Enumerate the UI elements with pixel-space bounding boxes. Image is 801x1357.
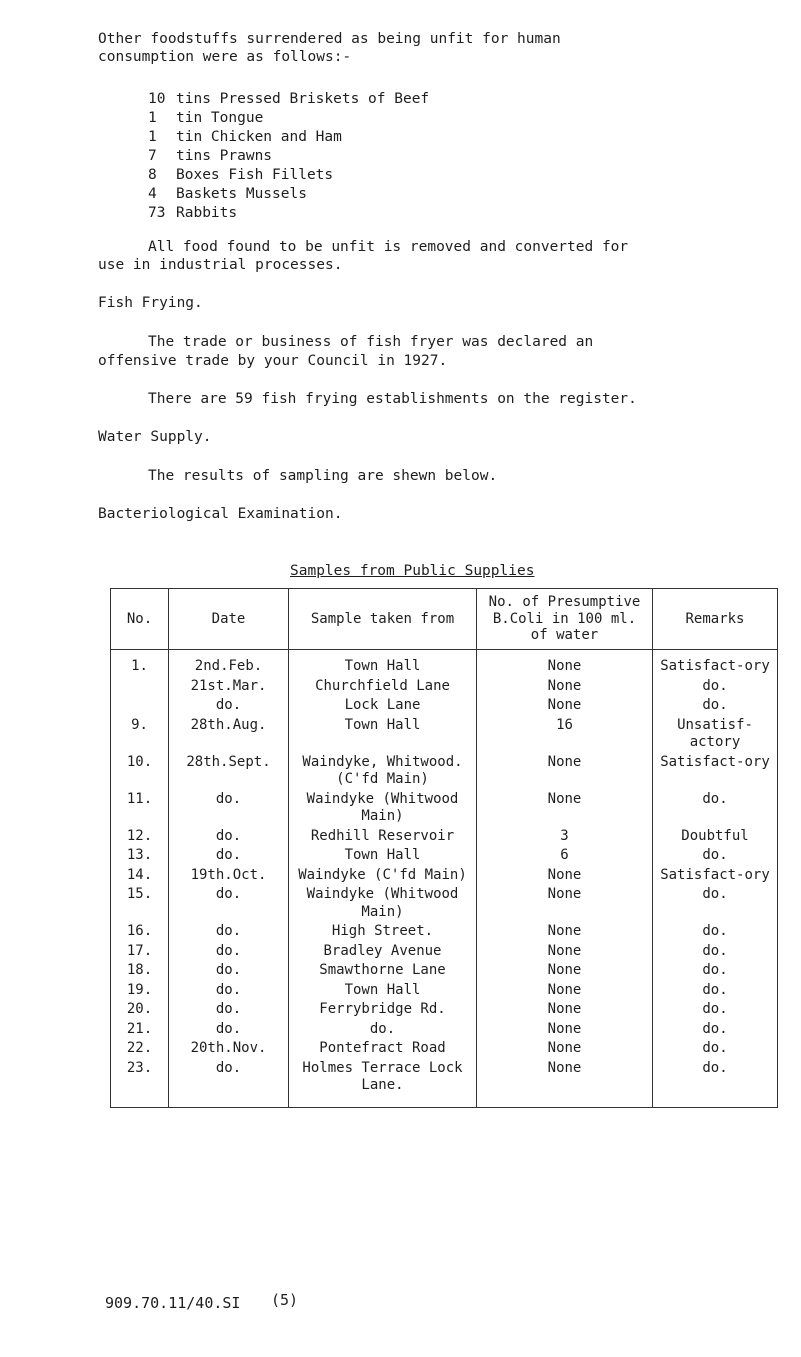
cell-remarks: do. bbox=[653, 886, 778, 923]
cell-remarks: Satisfact-ory bbox=[653, 867, 778, 887]
table-row bbox=[111, 962, 778, 982]
cell-remarks: do. bbox=[653, 943, 778, 963]
cell-remarks: do. bbox=[653, 982, 778, 1002]
cell-remarks: do. bbox=[653, 1060, 778, 1108]
item-qty: 7 bbox=[148, 148, 157, 164]
cell-source: Smawthorne Lane bbox=[289, 962, 477, 982]
table-row bbox=[111, 982, 778, 1002]
cell-date: do. bbox=[169, 923, 289, 943]
list-item bbox=[148, 147, 429, 166]
cell-no: 21. bbox=[111, 1021, 169, 1041]
cell-coli: None bbox=[477, 867, 653, 887]
cell-source: Town Hall bbox=[289, 650, 477, 678]
table-row bbox=[111, 678, 778, 698]
item-qty: 10 bbox=[148, 91, 166, 107]
cell-no: 23. bbox=[111, 1060, 169, 1108]
cell-source: Ferrybridge Rd. bbox=[289, 1001, 477, 1021]
cell-date: 21st.Mar. bbox=[169, 678, 289, 698]
samples-table bbox=[110, 588, 778, 1108]
cell-coli: None bbox=[477, 754, 653, 791]
cell-coli: None bbox=[477, 697, 653, 717]
cell-date: 2nd.Feb. bbox=[169, 650, 289, 678]
page-number: (5) bbox=[271, 1291, 299, 1309]
table-row bbox=[111, 717, 778, 754]
cell-date: do. bbox=[169, 1060, 289, 1108]
cell-no: 10. bbox=[111, 754, 169, 791]
cell-date: do. bbox=[169, 1001, 289, 1021]
foodstuffs-list bbox=[148, 90, 429, 223]
cell-no: 9. bbox=[111, 717, 169, 754]
item-text: tin Chicken and Ham bbox=[176, 129, 342, 145]
header-remarks: Remarks bbox=[653, 589, 778, 650]
cell-coli: None bbox=[477, 650, 653, 678]
cell-no: 22. bbox=[111, 1040, 169, 1060]
footer-reference: 909.70.11/40.SI bbox=[105, 1294, 241, 1312]
cell-coli: None bbox=[477, 982, 653, 1002]
cell-remarks: Satisfact-ory bbox=[653, 754, 778, 791]
cell-no: 18. bbox=[111, 962, 169, 982]
item-qty: 1 bbox=[148, 110, 157, 126]
cell-source: Pontefract Road bbox=[289, 1040, 477, 1060]
cell-remarks: Unsatisf-actory bbox=[653, 717, 778, 754]
cell-remarks: do. bbox=[653, 678, 778, 698]
cell-no: 16. bbox=[111, 923, 169, 943]
intro-line-2: consumption were as follows:- bbox=[98, 49, 352, 66]
intro-paragraph bbox=[98, 30, 758, 66]
cell-coli: None bbox=[477, 1021, 653, 1041]
table-row bbox=[111, 1001, 778, 1021]
cell-remarks: do. bbox=[653, 791, 778, 828]
cell-date: 20th.Nov. bbox=[169, 1040, 289, 1060]
list-item bbox=[148, 185, 429, 204]
table-row bbox=[111, 923, 778, 943]
item-text: Boxes Fish Fillets bbox=[176, 167, 334, 183]
cell-no: 19. bbox=[111, 982, 169, 1002]
cell-no: 15. bbox=[111, 886, 169, 923]
list-item bbox=[148, 166, 429, 185]
item-text: tins Pressed Briskets of Beef bbox=[176, 91, 430, 107]
cell-source: Churchfield Lane bbox=[289, 678, 477, 698]
cell-no bbox=[111, 697, 169, 717]
table-row bbox=[111, 754, 778, 791]
cell-no: 20. bbox=[111, 1001, 169, 1021]
cell-no: 11. bbox=[111, 791, 169, 828]
cell-coli: None bbox=[477, 923, 653, 943]
item-text: tin Tongue bbox=[176, 110, 264, 126]
cell-source: Waindyke (C'fd Main) bbox=[289, 867, 477, 887]
cell-source: Town Hall bbox=[289, 847, 477, 867]
item-qty: 8 bbox=[148, 167, 157, 183]
item-qty: 73 bbox=[148, 205, 166, 221]
list-item bbox=[148, 109, 429, 128]
cell-date: 28th.Aug. bbox=[169, 717, 289, 754]
table-row bbox=[111, 886, 778, 923]
water-results-line: The results of sampling are shewn below. bbox=[148, 468, 498, 484]
cell-date: do. bbox=[169, 982, 289, 1002]
table-header-row bbox=[111, 589, 778, 650]
cell-coli: None bbox=[477, 886, 653, 923]
header-date: Date bbox=[169, 589, 289, 650]
cell-source: Waindyke, Whitwood. (C'fd Main) bbox=[289, 754, 477, 791]
cell-remarks: do. bbox=[653, 847, 778, 867]
cell-date: do. bbox=[169, 828, 289, 848]
cell-no: 13. bbox=[111, 847, 169, 867]
item-text: tins Prawns bbox=[176, 148, 273, 164]
bacteriological-heading: Bacteriological Examination. bbox=[98, 506, 343, 522]
fish-frying-heading: Fish Frying. bbox=[98, 295, 203, 311]
cell-remarks: do. bbox=[653, 697, 778, 717]
list-item bbox=[148, 90, 429, 109]
cell-source: High Street. bbox=[289, 923, 477, 943]
cell-coli: None bbox=[477, 1001, 653, 1021]
table-row bbox=[111, 697, 778, 717]
cell-coli: None bbox=[477, 1060, 653, 1108]
cell-source: do. bbox=[289, 1021, 477, 1041]
cell-date: do. bbox=[169, 962, 289, 982]
cell-remarks: do. bbox=[653, 962, 778, 982]
cell-no: 1. bbox=[111, 650, 169, 678]
table-row bbox=[111, 650, 778, 678]
cell-remarks: Satisfact-ory bbox=[653, 650, 778, 678]
item-qty: 4 bbox=[148, 186, 157, 202]
cell-no: 14. bbox=[111, 867, 169, 887]
cell-remarks: do. bbox=[653, 923, 778, 943]
cell-remarks: do. bbox=[653, 1001, 778, 1021]
cell-remarks: do. bbox=[653, 1021, 778, 1041]
item-text: Rabbits bbox=[176, 205, 238, 221]
intro-line-1: Other foodstuffs surrendered as being unfit for human bbox=[98, 31, 561, 47]
cell-source: Holmes Terrace Lock Lane. bbox=[289, 1060, 477, 1108]
fish-frying-line-2: offensive trade by your Council in 1927. bbox=[98, 353, 448, 369]
cell-no: 12. bbox=[111, 828, 169, 848]
cell-date: do. bbox=[169, 791, 289, 828]
cell-coli: 16 bbox=[477, 717, 653, 754]
list-item bbox=[148, 128, 429, 147]
table-row bbox=[111, 943, 778, 963]
cell-date: do. bbox=[169, 697, 289, 717]
cell-date: do. bbox=[169, 886, 289, 923]
cell-date: 28th.Sept. bbox=[169, 754, 289, 791]
unfit-note-line-2: use in industrial processes. bbox=[98, 257, 343, 273]
item-qty: 1 bbox=[148, 129, 157, 145]
cell-coli: None bbox=[477, 962, 653, 982]
fish-frying-line-1: The trade or business of fish fryer was declared an bbox=[148, 334, 594, 350]
unfit-note-line-1: All food found to be unfit is removed and converted for bbox=[148, 239, 629, 255]
header-no: No. bbox=[111, 589, 169, 650]
header-source: Sample taken from bbox=[289, 589, 477, 650]
cell-source: Lock Lane bbox=[289, 697, 477, 717]
cell-source: Town Hall bbox=[289, 982, 477, 1002]
item-text: Baskets Mussels bbox=[176, 186, 307, 202]
cell-source: Waindyke (Whitwood Main) bbox=[289, 886, 477, 923]
cell-source: Town Hall bbox=[289, 717, 477, 754]
cell-source: Bradley Avenue bbox=[289, 943, 477, 963]
cell-no bbox=[111, 678, 169, 698]
cell-coli: None bbox=[477, 943, 653, 963]
cell-date: 19th.Oct. bbox=[169, 867, 289, 887]
cell-coli: 6 bbox=[477, 847, 653, 867]
table-row bbox=[111, 1021, 778, 1041]
water-supply-heading: Water Supply. bbox=[98, 429, 212, 445]
table-row bbox=[111, 1060, 778, 1108]
table-row bbox=[111, 867, 778, 887]
cell-source: Waindyke (Whitwood Main) bbox=[289, 791, 477, 828]
cell-remarks: do. bbox=[653, 1040, 778, 1060]
cell-no: 17. bbox=[111, 943, 169, 963]
cell-date: do. bbox=[169, 847, 289, 867]
cell-coli: 3 bbox=[477, 828, 653, 848]
header-coli: No. of Presumptive B.Coli in 100 ml. of water bbox=[477, 589, 653, 650]
cell-remarks: Doubtful bbox=[653, 828, 778, 848]
table-title: Samples from Public Supplies bbox=[290, 563, 535, 579]
table-row bbox=[111, 828, 778, 848]
cell-date: do. bbox=[169, 943, 289, 963]
fish-register-line: There are 59 fish frying establishments on the register. bbox=[148, 391, 637, 407]
cell-coli: None bbox=[477, 678, 653, 698]
table-row bbox=[111, 791, 778, 828]
cell-source: Redhill Reservoir bbox=[289, 828, 477, 848]
list-item bbox=[148, 204, 429, 223]
cell-coli: None bbox=[477, 791, 653, 828]
cell-coli: None bbox=[477, 1040, 653, 1060]
table-row bbox=[111, 847, 778, 867]
cell-date: do. bbox=[169, 1021, 289, 1041]
table-row bbox=[111, 1040, 778, 1060]
